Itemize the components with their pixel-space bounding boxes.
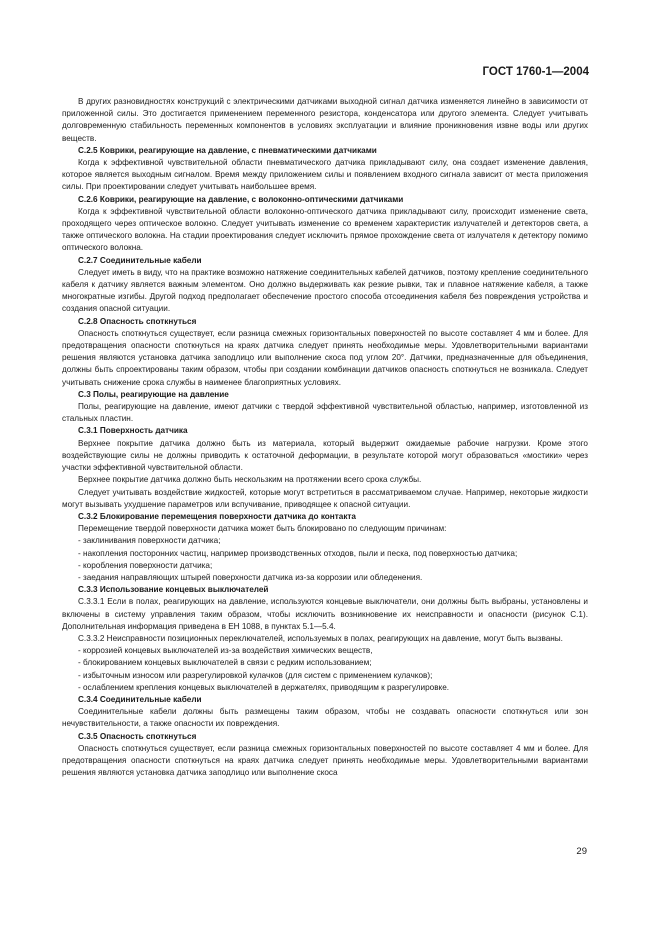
section-heading: С.2.5 Коврики, реагирующие на давление, с пневматическими датчиками	[78, 145, 377, 155]
paragraph: - коробления поверхности датчика;	[78, 560, 213, 570]
paragraph: Опасность споткнуться существует, если разница смежных горизонтальных поверхностей по высоте составляет 4 мм и более. Для предотвращения опасности споткнуться на краях датчика следует принять необходимые меры. Удовлетворительными вариантами решения являются установка датчика заподлицо или выполнение скоса	[62, 743, 588, 778]
section-heading: С.3 Полы, реагирующие на давление	[78, 389, 229, 399]
paragraph: - заедания направляющих штырей поверхности датчика из-за коррозии или обледенения.	[78, 572, 423, 582]
paragraph: С.3.3.1 Если в полах, реагирующих на давление, используются концевые выключатели, они должны быть выбраны, установлены и включены в систему управления таким образом, чтобы исключить возникновение их неисправности и опасности (рисунок С.1). Дополнительная информация приведена в ЕН 1088, в пунктах 5.1—5.4.	[62, 597, 588, 631]
section-heading: С.2.6 Коврики, реагирующие на давление, с волоконно-оптическими датчиками	[78, 194, 404, 204]
paragraph: Соединительные кабели должны быть размещены таким образом, чтобы не создавать опасности споткнуться или зон нечувствительности, а также опасности их повреждения.	[62, 707, 588, 729]
paragraph: В других разновидностях конструкций с электрическими датчиками выходной сигнал датчика изменяется линейно в зависимости от приложенной силы. Это достигается применением переменного резистора, конденсатора или другого элемента. Следует учитывать долговременную стабильность переменных компонентов в условиях эксплуатации и влияние проникновения извне воды или других веществ.	[62, 97, 588, 143]
paragraph: С.3.3.2 Неисправности позиционных переключателей, используемых в полах, реагирующих на давление, могут быть вызваны.	[78, 633, 563, 643]
paragraph: - накопления посторонних частиц, например производственных отходов, пыли и песка, под поверхностью датчика;	[78, 548, 518, 558]
paragraph: Когда к эффективной чувствительной области волоконно-оптического датчика прикладывают силу, происходит изменение света, проходящего через оптическое волокно. Следует учитывать изменение со временем характеристик излучателей и детекторов света, а также оптического волокна. На стадии проектирования следует исключить прямое прохождение света от излучателя к детектору помимо оптического волокна.	[62, 206, 588, 253]
paragraph: - коррозией концевых выключателей из-за воздействия химических веществ,	[78, 646, 373, 656]
paragraph: Опасность споткнуться существует, если разница смежных горизонтальных поверхностей по высоте составляет 4 мм и более. Для предотвращения опасности споткнуться на краях датчика следует принять необходимые меры. Удовлетворительными вариантами решения являются установка датчика заподлицо или выполнение скоса под углом 20°. Датчики, предназначенные для объединения, должны быть спроектированы таким образом, чтобы при создании комбинации датчиков опасность споткнуться не возникала. Следует учитывать снижение срока службы в наименее благоприятных условиях.	[62, 328, 588, 387]
document-id: ГОСТ 1760-1—2004	[482, 66, 589, 78]
section-heading: С.3.4 Соединительные кабели	[78, 694, 202, 704]
paragraph: Верхнее покрытие датчика должно быть из материала, который выдержит ожидаемые рабочие нагрузки. Кроме этого воздействующие силы не должны приводить к остаточной деформации, в результате которой могут образоваться «мостики» через участки эффективной чувствительной области.	[62, 438, 588, 473]
paragraph: - блокированием концевых выключателей в связи с редким использованием;	[78, 658, 372, 668]
section-heading: С.3.2 Блокирование перемещения поверхности датчика до контакта	[78, 511, 356, 521]
page-number: 29	[576, 846, 587, 857]
paragraph: Следует иметь в виду, что на практике возможно натяжение соединительных кабелей датчиков, поэтому крепление соединительного кабеля к датчику является важным элементом. Оно должно выдерживать как резкие рывки, так и плавное натяжение кабеля, а также многократные изгибы. Другой подход предполагает обеспечение простого способа отсоединения кабеля без повреждения устройства и создания опасной ситуации.	[62, 267, 588, 314]
paragraph: - заклинивания поверхности датчика;	[78, 536, 221, 546]
section-heading: С.3.1 Поверхность датчика	[78, 426, 188, 436]
section-heading: С.3.5 Опасность споткнуться	[78, 731, 197, 741]
section-heading: С.2.7 Соединительные кабели	[78, 255, 202, 265]
paragraph: - избыточным износом или разрегулировкой кулачков (для систем с применением кулачков);	[78, 670, 433, 680]
paragraph: Полы, реагирующие на давление, имеют датчики с твердой эффективной чувствительной областью, например, изготовленной из стальных пластин.	[62, 402, 588, 424]
section-heading: С.2.8 Опасность споткнуться	[78, 316, 197, 326]
paragraph: Следует учитывать воздействие жидкостей, которые могут встретиться в рассматриваемом случае. Например, некоторые жидкости могут вызывать ухудшение параметров или вспучивание, приводящее к опасной ситуации.	[62, 487, 588, 509]
document-body	[62, 96, 588, 779]
section-heading: С.3.3 Использование концевых выключателей	[78, 585, 269, 595]
paragraph: - ослаблением крепления концевых выключателей в держателях, приводящим к разрегулировке.	[78, 682, 450, 692]
paragraph: Перемещение твердой поверхности датчика может быть блокировано по следующим причинам:	[78, 524, 447, 534]
paragraph: Верхнее покрытие датчика должно быть нескользким на протяжении всего срока службы.	[78, 475, 422, 485]
paragraph: Когда к эффективной чувствительной области пневматического датчика прикладывают силу, она создает изменение давления, которое является выходным сигналом. Время между приложением силы и появлением входного сигнала зависит от места приложения силы. При проектировании следует учитывать наибольшее время.	[62, 158, 588, 192]
